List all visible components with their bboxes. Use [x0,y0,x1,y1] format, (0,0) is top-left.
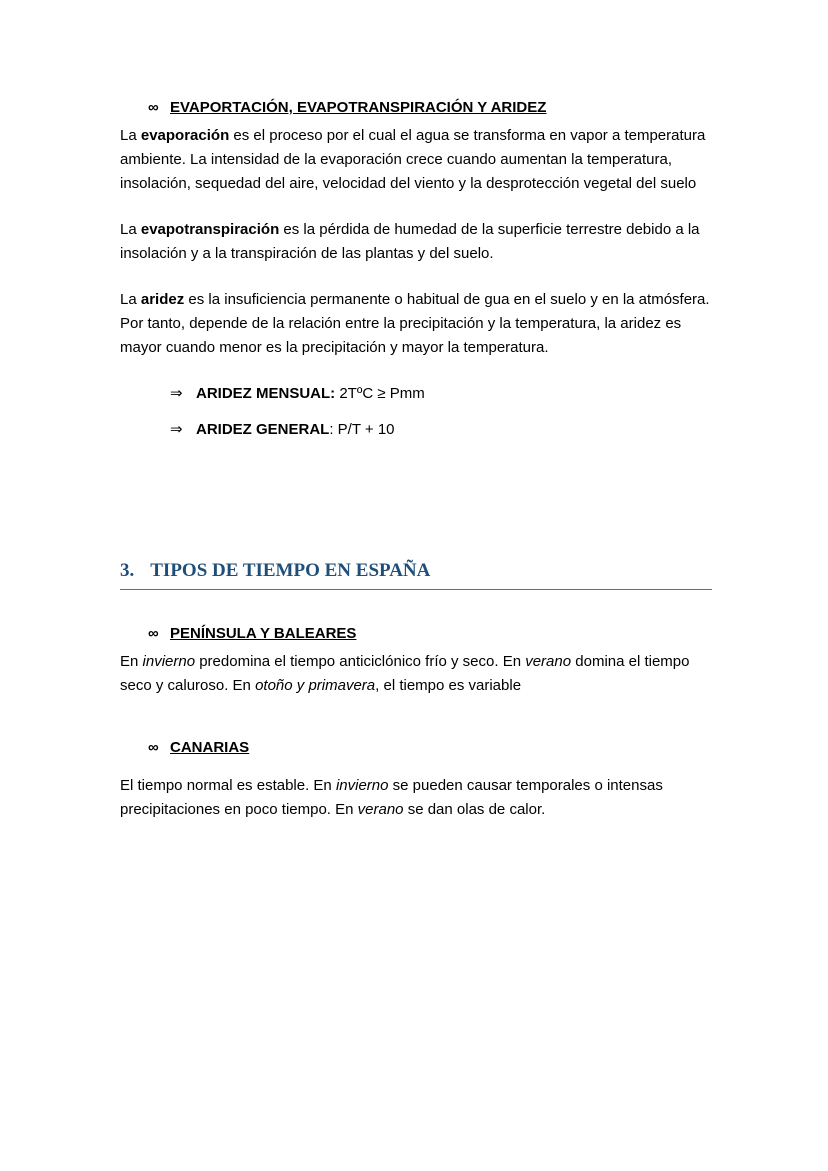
paragraph-evaporacion: La evaporación es el proceso por el cual el agua se transforma en vapor a temperatura ambiente. La intensidad de la evaporación crece cuando aumentan la temperatura, insolación, sequedad del aire, velocidad del viento y la desprotección vegetal del suelo [120,127,706,192]
infinity-bullet-icon: ∞ [148,625,159,642]
heading-peninsula-baleares-label: PENÍNSULA Y BALEARES [170,625,357,642]
list-item-aridez-mensual [170,382,712,406]
paragraph-aridez: La aridez es la insuficiencia permanente o habitual de gua en el suelo y en la atmósfera. Por tanto, depende de la relación entre la precipitación y la temperatura, la aridez es mayor cuando menor es la precipitación y mayor la temperatura. [120,291,710,356]
infinity-bullet-icon: ∞ [148,99,159,116]
heading-evaporacion-label: EVAPORTACIÓN, EVAPOTRANSPIRACIÓN Y ARIDEZ [170,99,547,116]
heading-peninsula-baleares [148,622,712,646]
double-arrow-icon: ⇒ [170,421,183,438]
infinity-bullet-icon: ∞ [148,739,159,756]
paragraph-evapotranspiracion: La evapotranspiración es la pérdida de humedad de la superficie terrestre debido a la insolación y a la transpiración de las plantas y del suelo. [120,221,700,262]
heading-evaporacion [148,96,712,120]
paragraph-canarias: El tiempo normal es estable. En invierno se pueden causar temporales o intensas precipitaciones en poco tiempo. En verano se dan olas de calor. [120,777,663,818]
list-item-aridez-mensual-text: ARIDEZ MENSUAL: 2TºC ≥ Pmm [196,385,425,402]
list-item-aridez-general [170,418,712,442]
section-title-tipos-de-tiempo [120,560,712,590]
paragraph-peninsula-baleares: En invierno predomina el tiempo anticiclónico frío y seco. En verano domina el tiempo seco y caluroso. En otoño y primavera, el tiempo es variable [120,653,690,694]
aridez-list [170,382,712,442]
section-title-label: TIPOS DE TIEMPO EN ESPAÑA [150,560,431,581]
heading-canarias [148,736,712,760]
heading-canarias-label: CANARIAS [170,739,250,756]
section-number: 3. [120,560,135,581]
double-arrow-icon: ⇒ [170,385,183,402]
list-item-aridez-general-text: ARIDEZ GENERAL: P/T + 10 [196,421,395,438]
